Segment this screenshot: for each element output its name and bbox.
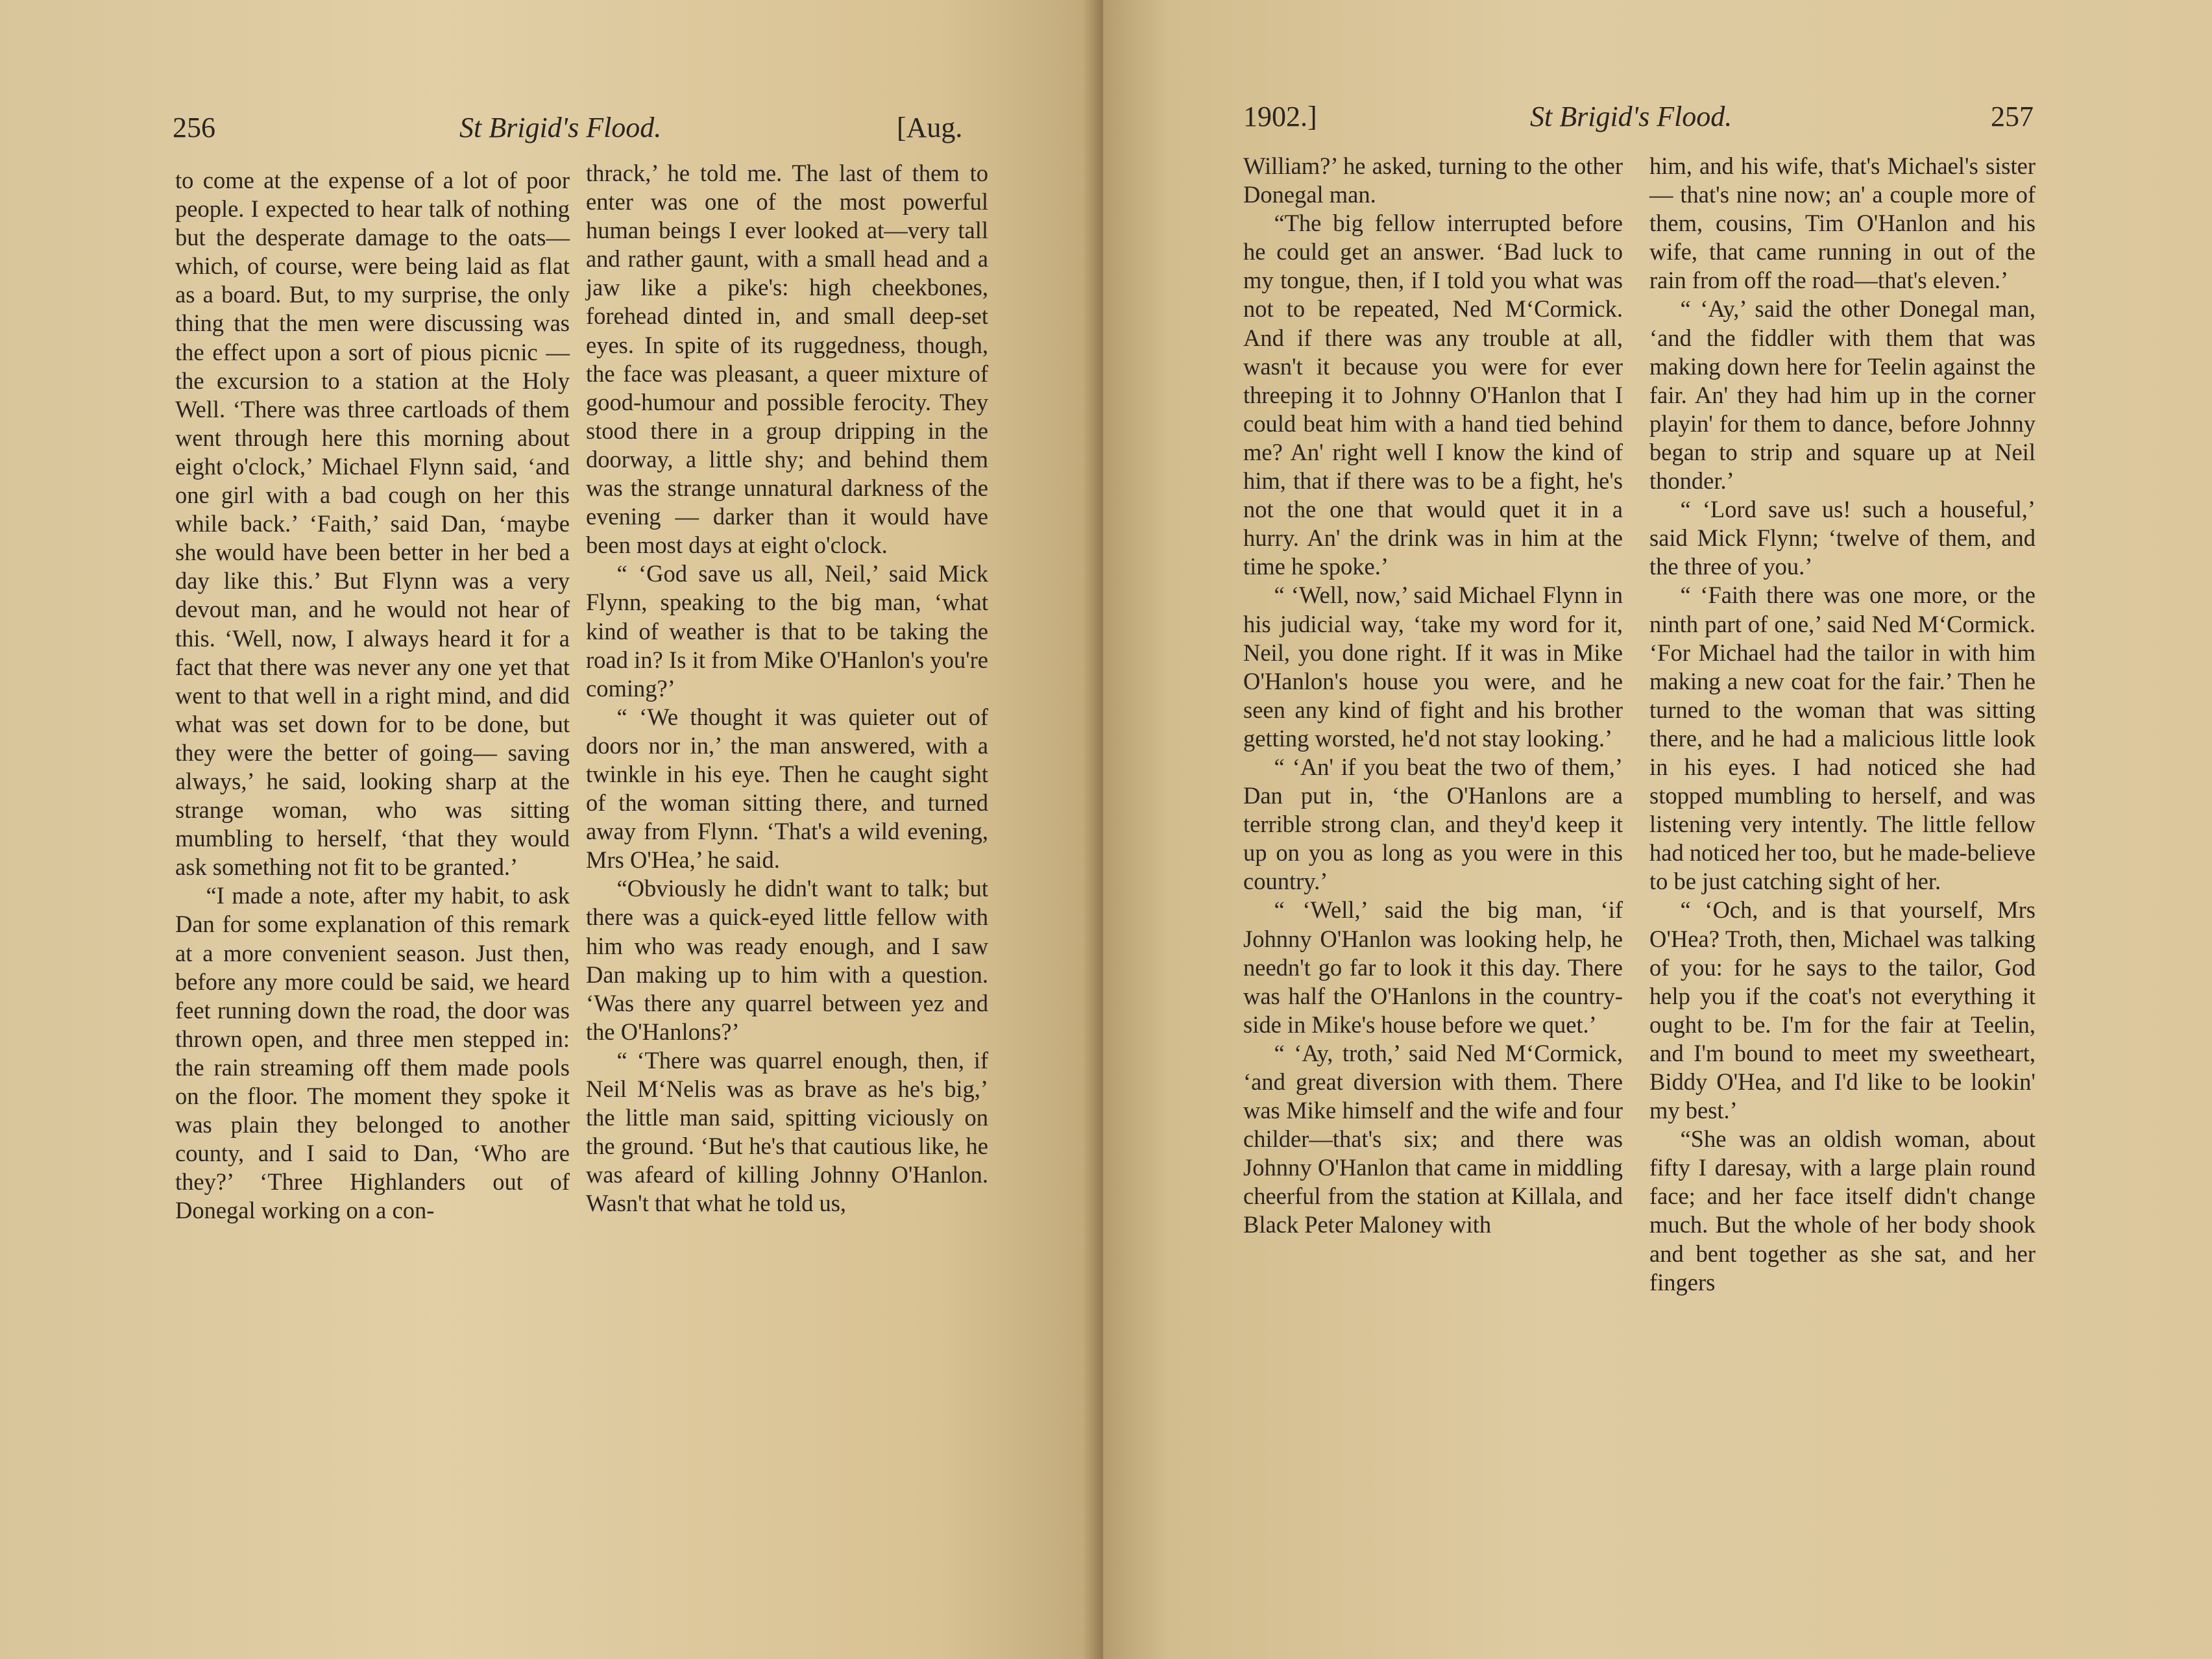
paragraph: “ ‘Faith there was one more, or the ninth part of one,’ said Ned M‘Cormick. ‘For Michael had the tailor in with him making a new coat for the fair.’ Then he turned to the woman that was sitting there, and he had a malicious little look in his eyes. I had noticed she had stopped mumbling to herself, and was listening very intently. The little fellow had noticed her too, but he made-believe to be just catching sight of her. [1649, 582, 2036, 895]
paragraph: thrack,’ he told me. The last of them to enter was one of the most powerful human beings I ever looked at—very tall and rather gaunt, with a small head and a jaw like a pike's: high cheekbones, forehead dinted in, and small deep-set eyes. In spite of its ruggedness, though, the face was pleasant, a queer mixture of good-humour and possible ferocity. They stood there in a group dripping in the doorway, a little shy; and behind them was the strange unnatural darkness of the evening — darker than it would have been most days at eight o'clock. [586, 160, 988, 559]
running-title-right: St Brigid's Flood. [1530, 101, 1732, 132]
paragraph: “ ‘Lord save us! such a houseful,’ said Mick Flynn; ‘twelve of them, and the three of you.’ [1649, 496, 2036, 580]
page-number-left: 256 [173, 112, 215, 143]
running-title-left: St Brigid's Flood. [459, 112, 662, 143]
paragraph: “ ‘Well, now,’ said Michael Flynn in his judicial way, ‘take my word for it, Neil, you done right. If it was in Mike O'Hanlon's house you were, and he seen any kind of fight and his brother getting worsted, he'd not stay looking.’ [1243, 582, 1623, 752]
paragraph: “ ‘We thought it was quieter out of doors nor in,’ the man answered, with a twinkle in his eye. Then he caught sight of the woman sitting there, and turned away from Flynn. ‘That's a wild evening, Mrs O'Hea,’ he said. [586, 703, 988, 874]
issue-left: [Aug. [897, 112, 963, 143]
paragraph: “I made a note, after my habit, to ask Dan for some explanation of this remark at a more convenient season. Just then, before any more could be said, we heard feet running down the road, the door was thrown open, and three men stepped in: the rain streaming off them made pools on the floor. The moment they spoke it was plain they belonged to another county, and I said to Dan, ‘Who are they?’ ‘Three Highlanders out of Donegal working on a con- [175, 882, 570, 1224]
left-page-column-2 [586, 159, 988, 1218]
paragraph: to come at the expense of a lot of poor people. I expected to hear talk of nothing but the desperate damage to the oats— which, of course, were being laid as flat as a board. But, to my surprise, the only thing that the men were discussing was the effect upon a sort of pious picnic — the excursion to a station at the Holy Well. ‘There was three cartloads of them went through here this morning about eight o'clock,’ Michael Flynn said, ‘and one girl with a bad cough on her this while back.’ ‘Faith,’ said Dan, ‘maybe she would have been better in her bed a day like this.’ But Flynn was a very devout man, and he would not hear of this. ‘Well, now, I always heard it for a fact that there was never any one yet that went to that well in a right mind, and did what was set down for to be done, but they were the better of going— saving always,’ he said, looking sharp at the strange woman, who was sitting mumbling to herself, ‘that they would ask something not fit to be granted.’ [175, 167, 570, 881]
paragraph: him, and his wife, that's Michael's sister — that's nine now; an' a couple more of them, cousins, Tim O'Hanlon and his wife, that came running in out of the rain from off the road—that's eleven.’ [1649, 153, 2036, 294]
running-head-right [1103, 94, 2212, 140]
paragraph: “ ‘Ay, troth,’ said Ned M‘Cormick, ‘and great diversion with them. There was Mike himself and the wife and four childer—that's six; and there was Johnny O'Hanlon that came in middling cheerful from the station at Killala, and Black Peter Maloney with [1243, 1039, 1623, 1238]
paragraph: “ ‘Well,’ said the big man, ‘if Johnny O'Hanlon was looking help, he needn't go far to look it this day. There was half the O'Hanlons in the country-side in Mike's house before we quet.’ [1243, 896, 1623, 1038]
paragraph: William?’ he asked, turning to the other Donegal man. [1243, 153, 1623, 208]
right-page [1103, 0, 2212, 1659]
running-head-left [0, 105, 1103, 151]
left-page-column-1 [175, 166, 570, 1225]
paragraph: “ ‘Och, and is that yourself, Mrs O'Hea? Troth, then, Michael was talking of you: for he says to the tailor, God help you if the coat's not everything it ought to be. I'm for the fair at Teelin, and I'm bound to meet my sweetheart, Biddy O'Hea, and I'd like to be lookin' my best.’ [1649, 896, 2036, 1124]
paragraph: “ ‘An' if you beat the two of them,’ Dan put in, ‘the O'Hanlons are a terrible strong clan, and they'd keep it up on you as long as you were in this country.’ [1243, 753, 1623, 895]
left-page [0, 0, 1103, 1659]
paragraph: “She was an oldish woman, about fifty I daresay, with a large plain round face; and her face itself didn't change much. But the whole of her body shook and bent together as she sat, and her fingers [1649, 1125, 2036, 1296]
issue-right: 1902.] [1243, 101, 1317, 132]
paragraph: “Obviously he didn't want to talk; but there was a quick-eyed little fellow with him who was ready enough, and I saw Dan making up to him with a question. ‘Was there any quarrel between yez and the O'Hanlons?’ [586, 875, 988, 1045]
right-page-column-2 [1649, 152, 2036, 1297]
paragraph: “ ‘God save us all, Neil,’ said Mick Flynn, speaking to the big man, ‘what kind of weather is that to be taking the road in? Is it from Mike O'Hanlon's you're coming?’ [586, 560, 988, 702]
paragraph: “ ‘Ay,’ said the other Donegal man, ‘and the fiddler with them that was making down here for Teelin against the fair. An' they had him up in the corner playin' for them to dance, before Johnny began to strip and square up at Neil thonder.’ [1649, 295, 2036, 495]
paragraph: “ ‘There was quarrel enough, then, if Neil M‘Nelis was as brave as he's big,’ the little man said, spitting viciously on the ground. ‘But he's that cautious like, he was afeard of killing Johnny O'Hanlon. Wasn't that what he told us, [586, 1046, 988, 1217]
page-number-right: 257 [1991, 101, 2034, 132]
right-page-column-1 [1243, 152, 1623, 1240]
paragraph: “The big fellow interrupted before he could get an answer. ‘Bad luck to my tongue, then, if I told you what was not to be repeated, Ned M‘Cormick. And if there was any trouble at all, wasn't it because you were for ever threeping it to Johnny O'Hanlon that I could beat him with a hand tied behind me? An' right well I know the kind of him, that if there was to be a fight, he's not the one that would quet it in a hurry. An' the drink was in him at the time he spoke.’ [1243, 210, 1623, 580]
